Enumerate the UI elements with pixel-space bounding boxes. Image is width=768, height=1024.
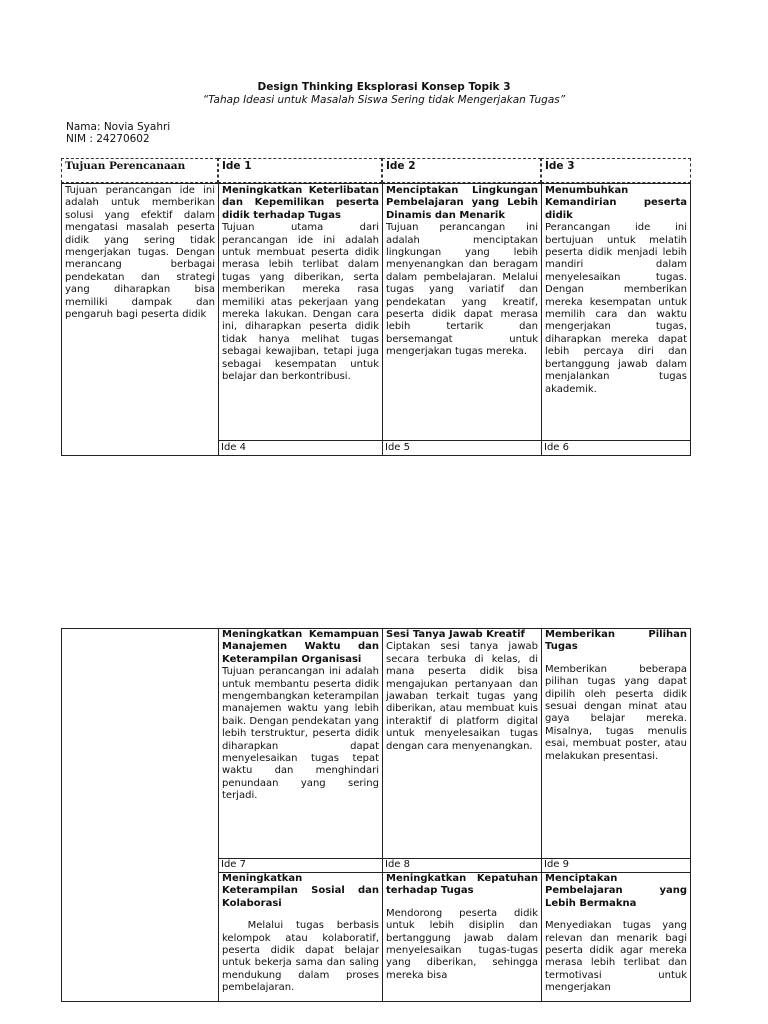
ide-4-body: Tujuan perancangan ini adalah untuk membantu peserta didik mengembangkan keterampilan manajemen waktu yang lebih baik. Dengan pendekatan yang lebih terstruktur, peserta didik diharapkan dapat menyelesaikan tugas tepat waktu dan menghindari penundaan yang sering terjadi. xyxy=(222,666,379,802)
header-ide-1: Ide 1 xyxy=(218,158,382,183)
table1-bottom-border xyxy=(61,455,691,456)
header-ide-3: Ide 3 xyxy=(541,158,691,183)
table1-top-border xyxy=(61,183,691,184)
label-ide-7: Ide 7 xyxy=(221,859,246,870)
ide-7-body: Melalui tugas berbasis kelompok atau kolaboratif, peserta didik dapat belajar untuk bekerja sama dan saling mendukung dalam proses pembelajaran. xyxy=(222,920,382,994)
table2-right-border xyxy=(690,628,691,1002)
ide-7-title: Meningkatkan Keterampilan Sosial dan Kolaborasi xyxy=(222,873,379,909)
ide-2-cell xyxy=(383,185,541,439)
document-subtitle: “Tahap Ideasi untuk Masalah Siswa Sering tidak Mengerjakan Tugas” xyxy=(202,94,566,106)
ide-4-cell xyxy=(219,629,382,857)
label-ide-4: Ide 4 xyxy=(221,442,246,453)
student-name: Nama: Novia Syahri xyxy=(66,121,171,133)
ide-3-title: Menumbuhkan Kemandirian peserta didik xyxy=(545,185,687,221)
table1-right-border xyxy=(690,183,691,456)
ide-6-cell xyxy=(542,629,690,857)
tujuan-cell xyxy=(62,185,218,439)
ide-9-cell xyxy=(542,873,690,1001)
ide-8-cell xyxy=(383,873,541,1001)
student-nim: NIM : 24270602 xyxy=(66,133,150,145)
ide-1-cell xyxy=(219,185,382,439)
ide-9-title: Menciptakan Pembelajaran yang Lebih Bermakna xyxy=(545,873,687,909)
label-ide-9: Ide 9 xyxy=(544,859,569,870)
ide-6-title: Memberikan Pilihan Tugas xyxy=(545,629,687,653)
ide-9-body: Menyediakan tugas yang relevan dan menarik bagi peserta didik agar mereka merasa lebih terlibat dan termotivasi untuk mengerjakan xyxy=(545,920,687,994)
ide-5-title: Sesi Tanya Jawab Kreatif xyxy=(386,629,525,640)
label-ide-8: Ide 8 xyxy=(385,859,410,870)
ide-3-body: Perancangan ide ini bertujuan untuk melatih peserta didik menjadi lebih mandiri dalam menyelesaikan tugas. Dengan memberikan mereka kesempatan untuk memilih cara dan waktu mengerjakan tugas, diharapkan mereka dapat lebih percaya diri dan bertanggung jawab dalam menjalankan tugas akademik. xyxy=(545,222,687,395)
ide-2-title: Menciptakan Lingkungan Pembelajaran yang Lebih Dinamis dan Menarik xyxy=(386,185,538,221)
ide-5-body: Ciptakan sesi tanya jawab secara terbuka di kelas, di mana peserta didik bisa mengajukan pertanyaan dan jawaban terkait tugas yang diberikan, atau membuat kuis interaktif di platform digital untuk menyelesaikan tugas dengan cara menyenangkan. xyxy=(386,641,538,752)
ide-7-cell xyxy=(219,873,382,1001)
ide-1-title: Meningkatkan Keterlibatan dan Kepemilikan peserta didik terhadap Tugas xyxy=(222,185,379,221)
ide-5-cell xyxy=(383,629,541,857)
table2-left-border xyxy=(61,628,62,1002)
ide-4-title: Meningkatkan Kemampuan Manajemen Waktu dan Keterampilan Organisasi xyxy=(222,629,379,665)
label-ide-5: Ide 5 xyxy=(385,442,410,453)
table2-label-divider-top xyxy=(218,858,691,859)
ide-6-body: Memberikan beberapa pilihan tugas yang dapat dipilih oleh peserta didik sesuai dengan minat atau gaya belajar mereka. Misalnya, tugas menulis esai, membuat poster, atau melakukan presentasi. xyxy=(545,663,687,762)
header-ide-2: Ide 2 xyxy=(382,158,541,183)
ide-8-body: Mendorong peserta didik untuk lebih disiplin dan bertanggung jawab dalam menyelesaikan tugas-tugas yang diberikan, sehingga mereka bisa xyxy=(386,907,538,981)
tujuan-text: Tujuan perancangan ide ini adalah untuk memberikan solusi yang efektif dalam mengatasi masalah peserta didik yang sering tidak mengerjakan tugas. Dengan merancang berbagai pendekatan dan strategi yang diharapkan bisa memiliki dampak dan pengaruh bagi peserta didik xyxy=(65,185,215,321)
label-ide-6: Ide 6 xyxy=(544,442,569,453)
document-title: Design Thinking Eksplorasi Konsep Topik 3 xyxy=(257,81,511,93)
ide-2-body: Tujuan perancangan ini adalah menciptakan lingkungan yang lebih menyenangkan dan beragam dalam pembelajaran. Melalui tugas yang variatif dan pendekatan yang kreatif, peserta didik dapat merasa lebih tertarik dan bersemangat untuk mengerjakan tugas mereka. xyxy=(386,222,538,358)
ide-8-title: Meningkatkan Kepatuhan terhadap Tugas xyxy=(386,873,538,897)
header-tujuan-perencanaan: Tujuan Perencanaan xyxy=(61,158,218,183)
table2-bottom-border xyxy=(61,1001,691,1002)
table1-label-divider xyxy=(218,440,691,441)
ide-3-cell xyxy=(542,185,690,439)
ide-1-body: Tujuan utama dari perancangan ide ini adalah untuk membuat peserta didik merasa lebih terlibat dalam tugas yang diberikan, serta memberikan mereka rasa memiliki atas pekerjaan yang mereka lakukan. Dengan cara ini, diharapkan peserta didik tidak hanya melihat tugas sebagai kewajiban, tetapi juga sebagai kesempatan untuk belajar dan berkontribusi. xyxy=(222,222,379,383)
